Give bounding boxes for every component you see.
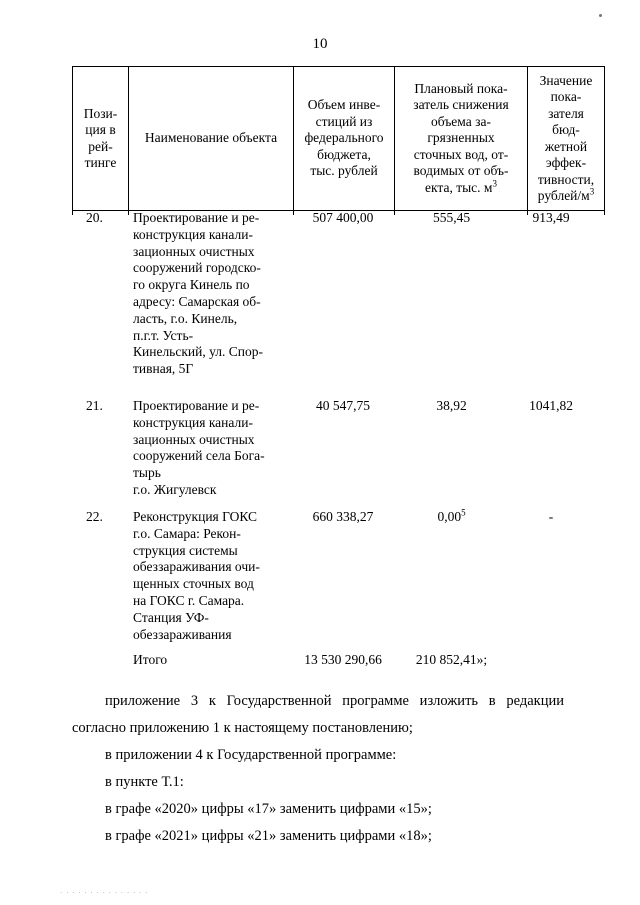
efficiency-value: - [548, 509, 554, 524]
plan-value: 0,00$^5$ [437, 507, 466, 524]
table-total-row [72, 652, 588, 672]
row-number: 22. [86, 509, 103, 524]
efficiency-value: 1041,82 [529, 398, 573, 413]
object-name: Проектирование и ре- конструкция канали- зационных очистных сооружений городско- го округа Кинель по адресу: Самарская об- ласть, г.о. Кинель, п.г.т. Усть- Кинельский, ул. Спор- тивная, 5Г [133, 210, 263, 377]
row-number: 21. [86, 398, 103, 413]
table-row [72, 509, 588, 652]
total-plan: 210 852,41»; [415, 652, 488, 667]
header-position: Пози- ция в рей- тинге [73, 67, 129, 211]
header-plan: Плановый пока- затель снижения объема за- грязненных сточных вод, от- водимых от объ- екта, тыс. $м^3$ [395, 67, 528, 211]
table-body [72, 210, 588, 672]
investment-value: 40 547,75 [316, 398, 370, 413]
paragraph-2020: в графе «2020» цифры «17» заменить цифрами «15»; [105, 801, 432, 817]
table-row [72, 210, 588, 398]
total-label: Итого [133, 652, 168, 667]
corner-dot [599, 14, 602, 17]
total-investment: 13 530 290,66 [304, 652, 382, 667]
page-number: 10 [312, 36, 328, 52]
header-name: Наименование объекта [129, 67, 294, 211]
paragraph-item-t1: в пункте Т.1: [105, 774, 184, 790]
investment-value: 507 400,00 [312, 210, 374, 225]
header-investment: Объем инве- стиций из федерального бюджета, тыс. рублей [294, 67, 395, 211]
row-number: 20. [86, 210, 103, 225]
table-row [72, 398, 588, 509]
paragraph-appendix-3: приложение 3 к Государственной программе изложить в редакции согласно приложению 1 к настоящему постановлению; [72, 693, 564, 736]
investment-value: 660 338,27 [312, 509, 374, 524]
paragraph-appendix-4: в приложении 4 к Государственной программе: [105, 747, 397, 763]
header-efficiency: Значение пока- зателя бюд- жетной эффек- тивности, рублей/$м^3$ [528, 67, 605, 211]
table-header [72, 66, 605, 215]
plan-value: 38,92 [436, 398, 467, 413]
scan-artifact: · · · · · · · · · · · · · · · [60, 889, 149, 897]
object-name: Проектирование и ре- конструкция канали- зационных очистных сооружений села Бога- тырь г.о. Жигулевск [133, 398, 265, 497]
plan-value: 555,45 [432, 210, 471, 225]
object-name: Реконструкция ГОКС г.о. Самара: Рекон- струкция системы обеззараживания очи- щенных сточных вод на ГОКС г. Самара. Станция УФ- обеззараживания [133, 509, 260, 642]
paragraph-2021: в графе «2021» цифры «21» заменить цифрами «18»; [105, 828, 432, 844]
efficiency-value: 913,49 [532, 210, 570, 225]
